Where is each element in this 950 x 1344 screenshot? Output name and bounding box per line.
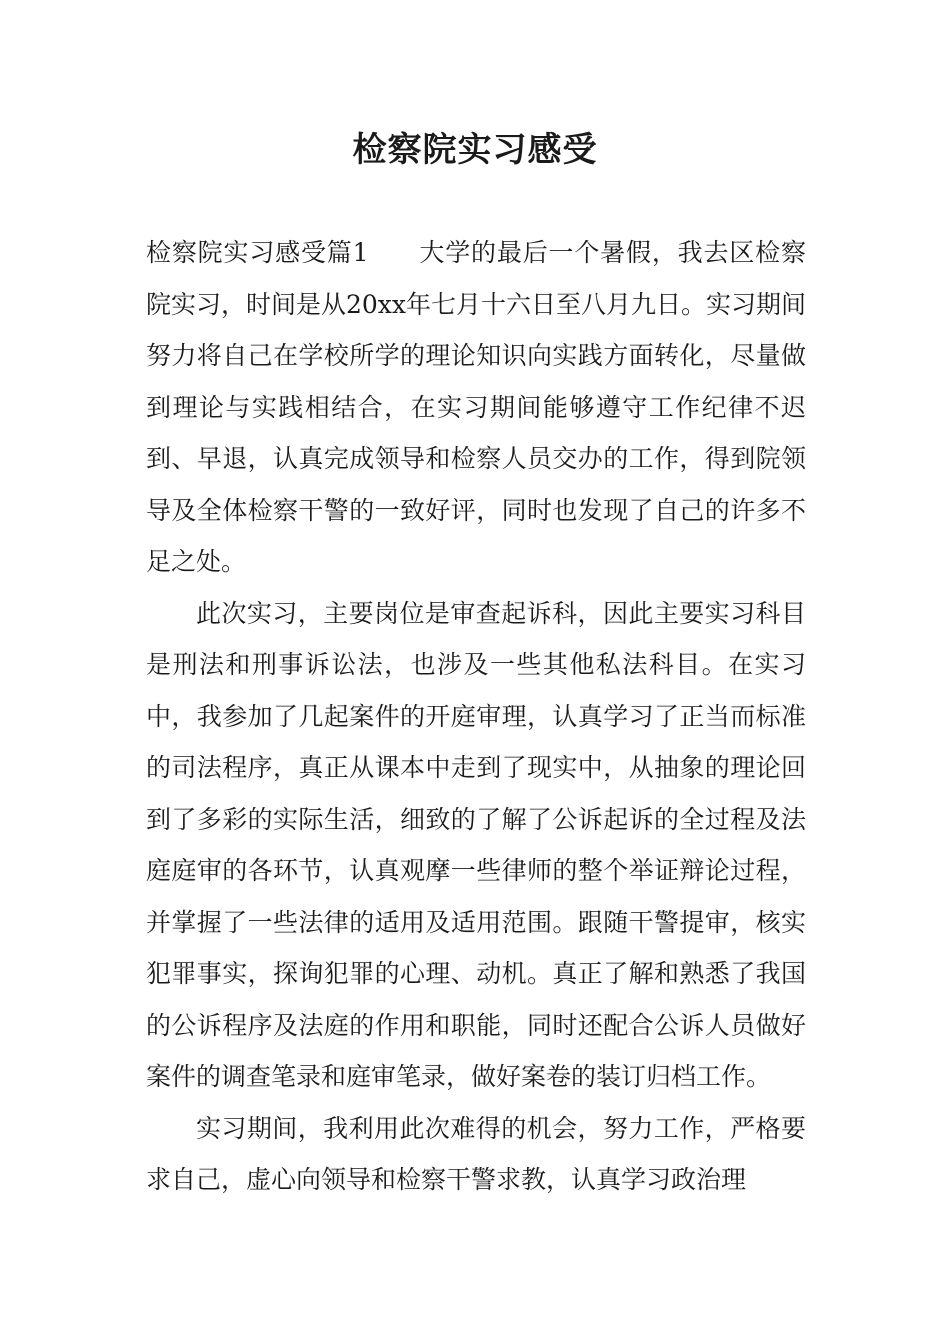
paragraph-3: 实习期间，我利用此次难得的机会，努力工作，严格要求自己，虚心向领导和检察干警求教，认真学习政治理 [146,1113,806,1194]
paragraph-1-text: 大学的最后一个暑假，我去区检察院实习，时间是从20xx年七月十六日至八月九日。实习期间努力将自己在学校所学的理论知识向实践方面转化，尽量做到理论与实践相结合，在实习期间能够遵守工作纪律不迟到、早退，认真完成领导和检察人员交办的工作，得到院领导及全体检察干警的一致好评，同时也发现了自己的许多不足之处。 [146,238,807,576]
paragraph-2: 此次实习，主要岗位是审查起诉科，因此主要实习科目是刑法和刑事诉讼法，也涉及一些其他私法科目。在实习中，我参加了几起案件的开庭审理，认真学习了正当而标准的司法程序，真正从课本中走到了现实中，从抽象的理论回到了多彩的实际生活，细致的了解了公诉起诉的全过程及法庭庭审的各环节，认真观摩一些律师的整个举证辩论过程，并掌握了一些法律的适用及适用范围。跟随干警提审，核实犯罪事实，探询犯罪的心理、动机。真正了解和熟悉了我国的公诉程序及法庭的作用和职能，同时还配合公诉人员做好案件的调查笔录和庭审笔录，做好案卷的装订归档工作。 [146,598,806,1091]
section-heading: 检察院实习感受篇1 [146,238,369,267]
paragraph-1 [146,227,806,588]
document-title: 检察院实习感受 [352,130,598,170]
document-body [146,227,806,1206]
